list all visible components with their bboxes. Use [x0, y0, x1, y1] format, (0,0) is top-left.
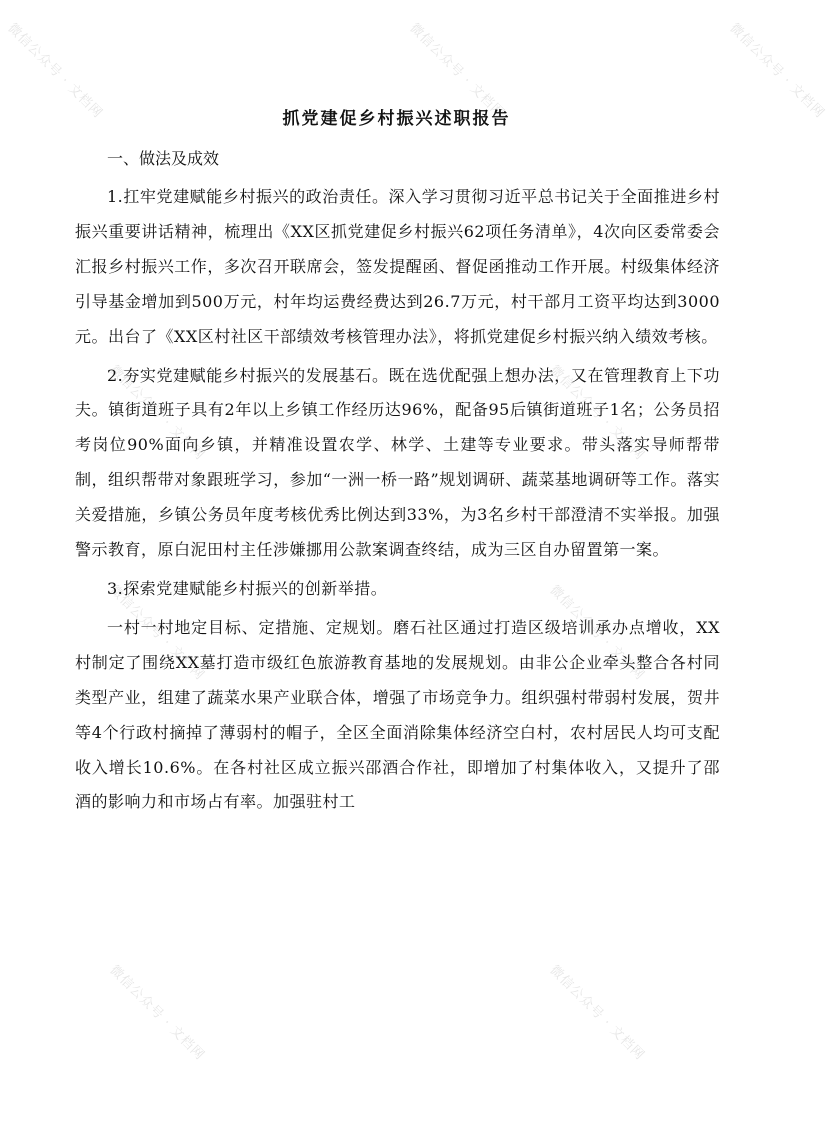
paragraph: 3.探索党建赋能乡村振兴的创新举措。	[107, 578, 388, 598]
watermark-text: 微信公众号 · 文档网	[546, 362, 648, 464]
watermark-text: 微信公众号 · 文档网	[4, 20, 106, 122]
section-heading: 一、做法及成效	[107, 149, 220, 168]
watermark-text: 微信公众号 · 文档网	[546, 582, 648, 684]
watermark-text: 微信公众号 · 文档网	[106, 582, 208, 684]
watermark-text: 微信公众号 · 文档网	[106, 962, 208, 1064]
paragraph: 一村一村地定目标、定措施、定规划。磨石社区通过打造区级培训承办点增收，XX村制定了围绕XX墓打造市级红色旅游教育基地的发展规划。由非公企业牵头整合各村同类型产业，组建了蔬菜水果产业联合体，增强了市场竞争力。组织强村带弱村发展，贺井等4个行政村摘掉了薄弱村的帽子，全区全面消除集体经济空白村，农村居民人均可支配收入增长10.6%。在各村社区成立振兴邵酒合作社，即增加了村集体收入，又提升了邵酒的影响力和市场占有率。加强驻村工	[75, 617, 720, 812]
watermark-text: 微信公众号 · 文档网	[406, 20, 508, 122]
watermark-text: 微信公众号 · 文档网	[546, 962, 648, 1064]
paragraph: 2.夯实党建赋能乡村振兴的发展基石。既在选优配强上想办法，又在管理教育上下功夫。镇街道班子具有2年以上乡镇工作经历达96%，配备95后镇街道班子1名；公务员招考岗位90%面向乡镇，并精准设置农学、林学、土建等专业要求。带头落实导师帮带制，组织帮带对象跟班学习，参加“一洲一桥一路”规划调研、蔬菜基地调研等工作。落实关爱措施，乡镇公务员年度考核优秀比例达到33%，为3名乡村干部澄清不实举报。加强警示教育，原白泥田村主任涉嫌挪用公款案调查终结，成为三区自办留置第一案。	[75, 365, 720, 560]
document-body	[75, 142, 720, 820]
watermark-text: 微信公众号 · 文档网	[726, 20, 828, 122]
watermark-text: 微信公众号 · 文档网	[106, 362, 208, 464]
document-title: 抓党建促乡村振兴述职报告	[282, 109, 511, 129]
paragraph: 1.扛牢党建赋能乡村振兴的政治责任。深入学习贯彻习近平总书记关于全面推进乡村振兴重要讲话精神，梳理出《XX区抓党建促乡村振兴62项任务清单》，4次向区委常委会汇报乡村振兴工作，多次召开联席会，签发提醒函、督促函推动工作开展。村级集体经济引导基金增加到500万元，村年均运费经费达到26.7万元，村干部月工资平均达到3000元。出台了《XX区村社区干部绩效考核管理办法》，将抓党建促乡村振兴纳入绩效考核。	[75, 187, 720, 346]
